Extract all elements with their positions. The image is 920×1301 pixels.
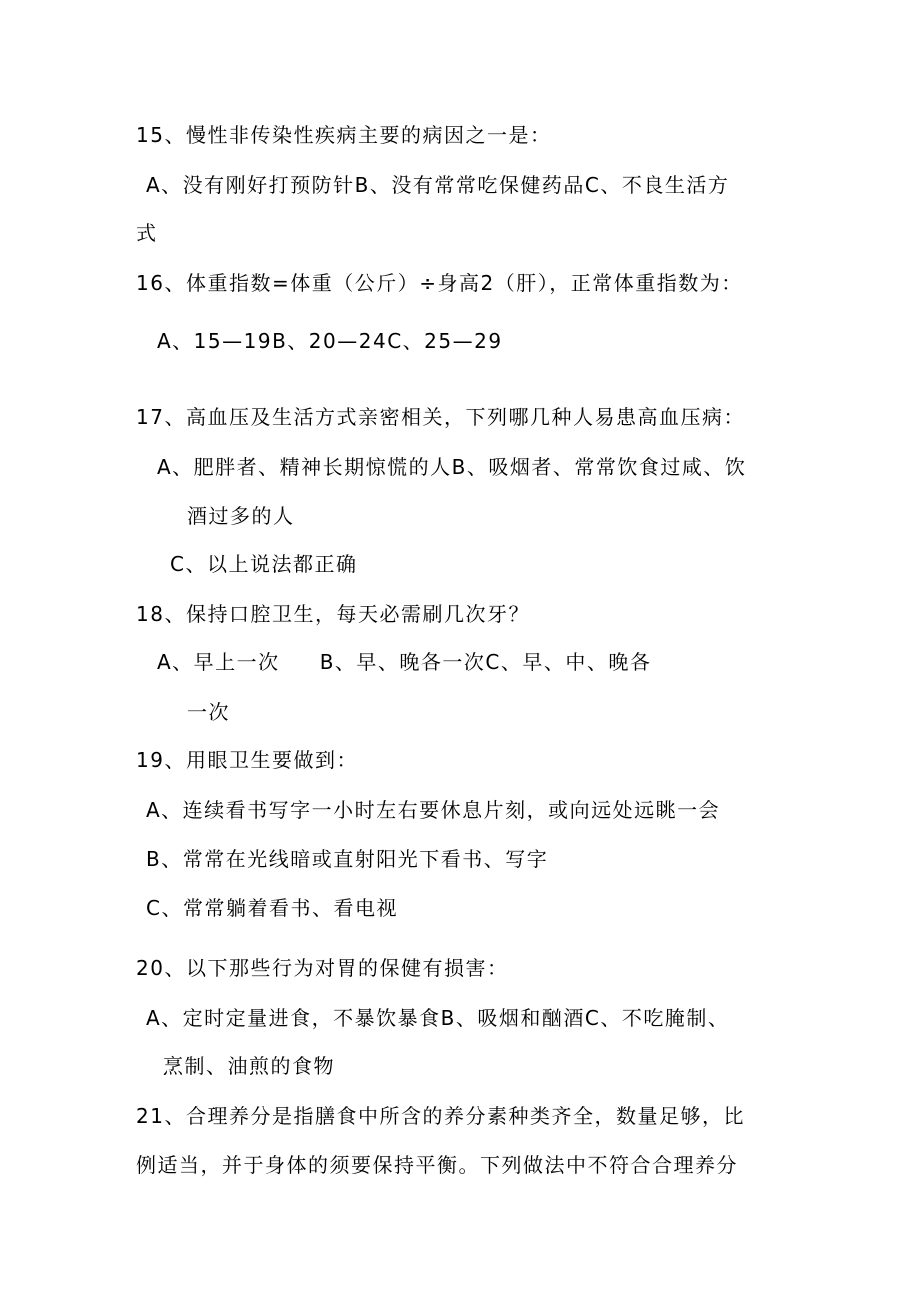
question-17-options-cont: 酒过多的人 [187,504,295,528]
question-19-option-b: B、常常在光线暗或直射阳光下看书、写字 [146,847,549,871]
question-16-stem: 16、体重指数=体重（公斤）÷身高2（肝），正常体重指数为： [136,271,743,295]
question-15-options: A、没有刚好打预防针B、没有常常吃保健药品C、不良生活方 [146,173,730,197]
question-20-options: A、定时定量进食，不暴饮暴食B、吸烟和酗酒C、不吃腌制、 [146,1006,730,1030]
question-19-option-a: A、连续看书写字一小时左右要休息片刻，或向远处远眺一会 [146,798,721,822]
question-15-options-cont: 式 [136,221,158,245]
question-18-option-a: A、早上一次 [157,650,280,674]
question-17-options: A、肥胖者、精神长期惊慌的人B、吸烟者、常常饮食过咸、饮 [157,455,747,479]
question-18-option-bc: B、早、晚各一次C、早、中、晚各 [319,650,652,674]
question-18-options [157,649,651,675]
question-21-stem-line-2: 例适当，并于身体的须要保持平衡。下列做法中不符合合理养分 [136,1153,738,1177]
question-15-stem: 15、慢性非传染性疾病主要的病因之一是： [136,123,552,147]
question-19-stem: 19、用眼卫生要做到： [136,748,358,772]
question-21-stem-line-1: 21、合理养分是指膳食中所含的养分素种类齐全，数量足够，比 [136,1104,745,1128]
question-18-options-cont: 一次 [187,700,230,724]
question-17-option-c: C、以上说法都正确 [170,552,358,576]
question-20-stem: 20、以下那些行为对胃的保健有损害： [136,956,509,980]
question-19-option-c: C、常常躺着看书、看电视 [146,896,398,920]
question-20-options-cont: 烹制、油煎的食物 [163,1054,335,1078]
question-18-stem: 18、保持口腔卫生，每天必需刷几次牙？ [136,602,530,626]
question-17-stem: 17、高血压及生活方式亲密相关，下列哪几种人易患高血压病： [136,405,745,429]
question-16-options: A、15—19B、20—24C、25—29 [157,329,503,353]
